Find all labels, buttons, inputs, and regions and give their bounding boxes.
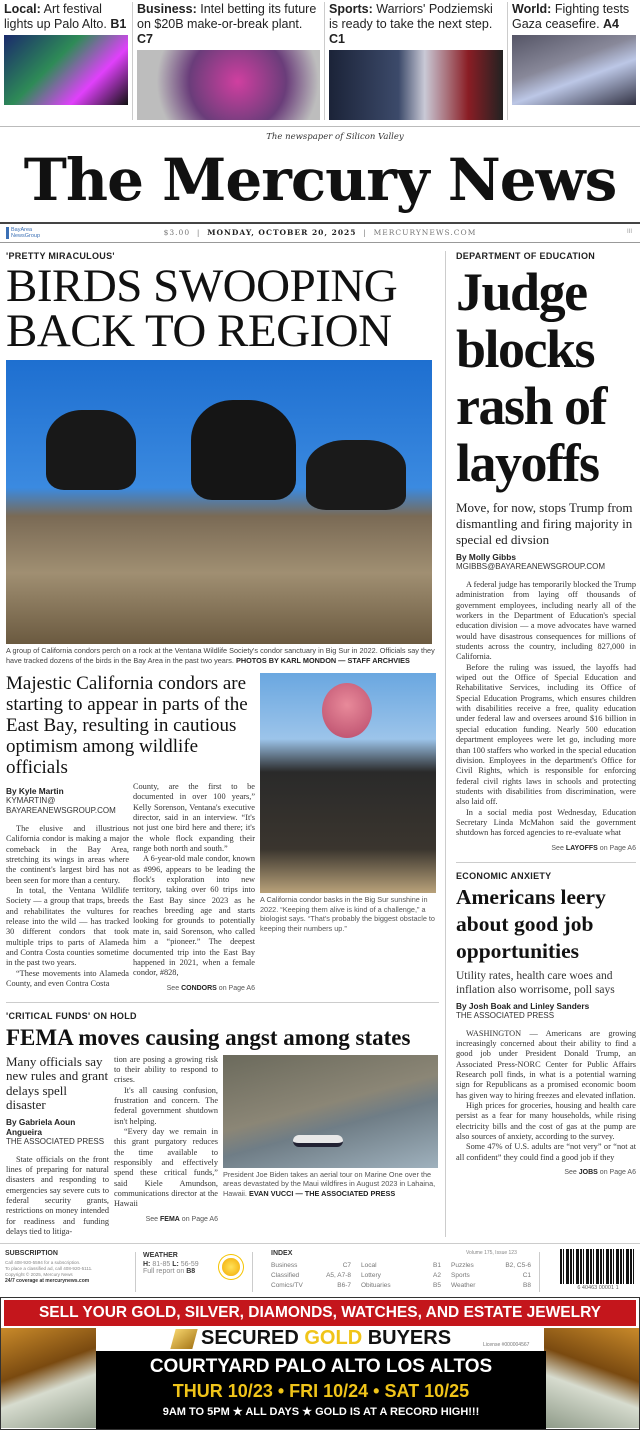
barcode [560, 1249, 635, 1284]
lead-byline: By Kyle Martin KYMARTIN@ BAYAREANEWSGROUP.COM [6, 786, 116, 815]
fema-deck: Many officials say new rules and grant delays spell disaster [6, 1053, 109, 1113]
gold-buyers-ad[interactable] [0, 1297, 640, 1430]
teaser-business-photo[interactable] [137, 50, 320, 120]
coverage-link[interactable]: 24/7 coverage at mercurynews.com [5, 1278, 90, 1285]
education-byline: By Molly Gibbs MGIBBS@BAYAREANEWSGROUP.COM [456, 552, 606, 571]
index-item[interactable]: Weather B8 [451, 1282, 531, 1290]
teaser-local-photo[interactable] [4, 35, 128, 105]
lead-kicker: 'PRETTY MIRACULOUS' [6, 251, 115, 261]
index-title: INDEX [271, 1250, 293, 1258]
divider [6, 1002, 439, 1003]
lead-headline[interactable]: BIRDS SWOOPING BACK TO REGION [6, 260, 398, 357]
education-deck: Move, for now, stops Trump from dismantling and firing majority in special ed divsion [456, 500, 633, 547]
teaser-sports[interactable]: Sports: Warriors' Podziemski is ready to take the next step. C1 [325, 2, 508, 120]
subscription-box: SUBSCRIPTION Call 408-920-5594 for a subscription. To place a classified ad, call 408-920-5111. Copyright © 2025, Mercury News 24/7 coverage at mercurynews.com [5, 1250, 133, 1284]
tagline: The newspaper of Silicon Valley [266, 132, 404, 142]
condors-photo-caption: A group of California condors perch on a rock at the Ventana Wildlife Society's condor sanctuary in Big Sur in 2022. Officials say they have tracked dozens of the birds in the Bay Area in the past two years. PHOTOS BY KARL MONDON — STAFF ARCHVIES [6, 646, 435, 665]
gold-jewelry-right-image [544, 1328, 639, 1428]
fema-headline[interactable]: FEMA moves causing angst among states [6, 1024, 411, 1050]
ad-brand: SECURED GOLD BUYERS [201, 1327, 452, 1350]
index-item[interactable]: Puzzles B2, C5-6 [451, 1262, 531, 1270]
teaser-business[interactable]: Business: Intel betting its future on $20B make-or-break plant. C7 [133, 2, 325, 120]
index-item[interactable]: Lottery A2 [361, 1272, 441, 1280]
lead-story-lower [6, 673, 439, 992]
teaser-world[interactable]: World: Fighting tests Gaza ceasefire. A4 [508, 2, 640, 120]
lead-subhead[interactable]: Majestic California condors are starting to appear in parts of the East Bay, resulting in cautious optimism among wildlife officials [6, 673, 248, 778]
economy-byline: By Josh Boak and Linley Sanders THE ASSOCIATED PRESS [456, 1000, 590, 1020]
layoffs-jump-link[interactable]: See LAYOFFS on Page A6 [551, 844, 636, 852]
jobs-jump-link[interactable]: See JOBS on Page A6 [564, 1169, 636, 1177]
lead-body-col1: The elusive and illustrious California condor is making a major comeback in the Bay Area, stretching its wings in areas where the continent's largest bird has not been seen for more than a century. In total, the Ventana Wildlife Society — a group that traps, breeds and rehabilitates the vultures for release into the wild — has tracked 30 different condors that took multiple trips to parts of Alameda and Contra Costa counties sometime in the past two years. “These movements into Alameda County, and even Contra Costa [6, 824, 129, 989]
lead-body-col2: County, are the first to be documented in over 100 years,” Kelly Sorenson, Ventana's executive director, said in an interview. “It's not just one bird here and there; it's the whole flock expanding their range both north and south.” A 6-year-old male condor, known as #996, appears to be leading the flock's exploration into new territory, taking over 60 trips into the East Bay since 2023 as he reaches breeding age and starts looking for grounds to potentially mate in, said Sorenson, who called him a “pioneer.” The deepest documented trip into the East Bay happened in 2021, when a female condor, #828, [133, 782, 255, 978]
fema-story [6, 1055, 439, 1238]
condors-jump-link[interactable]: See CONDORS on Page A6 [166, 984, 255, 992]
fema-kicker: 'CRITICAL FUNDS' ON HOLD [6, 1010, 137, 1021]
right-column [446, 251, 640, 1237]
fema-body-col2: tion are posing a growing risk to their ability to respond to crises. It's all causing confusion, frustration and concern. The federal government shutdown isn't helping. “Every day we remain in this grant purgatory reduces the time available to responsibly and effectively spend these critical funds,” said Kiele Amundson, communications director at the Hawaii [114, 1054, 218, 1209]
education-kicker: DEPARTMENT OF EDUCATION [456, 251, 596, 261]
maui-photo[interactable] [223, 1055, 438, 1168]
index-item[interactable]: Business C7 [271, 1262, 351, 1270]
weather-box: WEATHER H: 81-85 L: 56-59 Full report on B8 [143, 1252, 199, 1276]
website-link[interactable]: MERCURYNEWS.COM [373, 228, 477, 237]
maui-photo-caption: President Joe Biden takes an aerial tour on Marine One over the areas devastated by the Maui wildfires in August 2023 in Lahaina, Hawaii. EVAN VUCCI — THE ASSOCIATED PRESS [223, 1169, 436, 1198]
divider [135, 1252, 136, 1292]
economy-kicker: ECONOMIC ANXIETY [456, 870, 552, 881]
index-item[interactable]: Local B1 [361, 1262, 441, 1270]
index-item[interactable]: Sports C1 [451, 1272, 531, 1280]
index-item[interactable]: Classified A5, A7-8 [271, 1272, 351, 1280]
economy-headline[interactable]: Americans leery about good job opportunities [456, 884, 606, 963]
price: $3.00 [163, 228, 191, 237]
sun-icon [222, 1258, 240, 1276]
masthead [0, 127, 640, 243]
fema-byline: By Gabriela Aoun Angueira THE ASSOCIATED PRESS [6, 1116, 105, 1146]
condors-photo[interactable] [6, 360, 432, 644]
teaser-world-photo[interactable] [512, 35, 636, 105]
economy-deck: Utility rates, health care woes and inflation also worrisome, poll says [456, 969, 615, 996]
ad-info-panel: COURTYARD PALO ALTO LOS ALTOS THUR 10/23 • FRI 10/24 • SAT 10/25 9AM TO 5PM ★ ALL DAYS ★ GOLD IS AT A RECORD HIGH!!! [96, 1351, 546, 1429]
barcode-number: 6 40463 00001 1 [577, 1285, 619, 1292]
secured-gold-logo-icon [170, 1329, 197, 1349]
main-content [0, 251, 640, 1237]
fema-jump-link[interactable]: See FEMA on Page A6 [145, 1215, 218, 1223]
condor-closeup-photo[interactable] [260, 673, 436, 893]
date-bar: BayArea NewsGroup $3.00 | MONDAY, OCTOBER 20, 2025 | MERCURYNEWS.COM III [0, 224, 640, 243]
fema-body-col1: State officials on the front lines of preparing for natural disasters and responding to emergencies say severe cuts to federal security grants, restrictions on money intended for readiness and funding delays tied to litiga- [6, 1154, 109, 1236]
ad-banner: SELL YOUR GOLD, SILVER, DIAMONDS, WATCHES, AND ESTATE JEWELRY [4, 1300, 636, 1326]
date: MONDAY, OCTOBER 20, 2025 [207, 228, 357, 237]
teaser-local[interactable]: Local: Art festival lights up Palo Alto. B1 [0, 2, 133, 120]
footer [0, 1243, 640, 1297]
index-item[interactable]: Obituaries B5 [361, 1282, 441, 1290]
divider [456, 862, 636, 863]
teaser-sports-photo[interactable] [329, 50, 503, 120]
masthead-title[interactable]: The Mercury News [23, 146, 617, 214]
economy-body: WASHINGTON — Americans are growing increasingly concerned about their ability to find a good job under President Donald Trump, an Associated Press-NORC Center for Public Affairs Research poll finds, in what is a potential warning sign for Republicans as a promised economic boom has given way to hiring freezes and elevated inflation. High prices for groceries, housing and health care persist as a fear for many households, while rising electricity bills and the cost of gas at the pump are also sources of anxiety, according to the survey. Some 47% of U.S. adults are “not very” or “not at all confident” they could find a good job if they [456, 1028, 636, 1162]
index-list [271, 1261, 533, 1291]
edition-mark: III [626, 229, 632, 235]
index-item[interactable]: Comics/TV B6-7 [271, 1282, 351, 1290]
ad-license: License #000004567 [483, 1342, 530, 1349]
left-column [0, 251, 446, 1237]
divider [539, 1252, 540, 1292]
divider [252, 1252, 253, 1292]
teaser-bar [0, 0, 640, 127]
volume-issue: Volume 175, Issue 123 [466, 1250, 517, 1257]
bayarea-newsgroup-logo: BayArea NewsGroup [6, 227, 46, 239]
condor-closeup-caption: A California condor basks in the Big Sur sunshine in 2022. “Keeping them alive is kind of a challenge,” a biologist says. “That's probably the biggest obstacle to keeping their numbers up.” [260, 895, 435, 933]
gold-jewelry-left-image [1, 1328, 96, 1428]
education-body: A federal judge has temporarily blocked the Trump administration from laying off thousands of government employees, including nearly all of the workers in the Department of Education's special education division — a move advocates have warned would have disastrous consequences for millions of students across the country, including 827,000 in California. Before the ruling was issued, the layoffs had wiped out the Office of Special Education and Rehabilitative Services, including its Office of Special Education Programs, which ensures children with disabilities receive a free, quality education under federal law and oversees around $16 billion in special education funding. Nearly 500 education department employees were let go, including more than 100 staffers who worked in the special education division. Employees in the department's Office for Civil Rights, which is responsible for enforcing federal civil rights laws in schools and protecting students with disabilities from discrimination, were also laid off. In a social media post Wednesday, Education Secretary Linda McMahon said the government shutdown has forced agencies to re-evaluate what [456, 580, 636, 838]
education-headline[interactable]: Judge blocks rash of layoffs [456, 262, 606, 493]
